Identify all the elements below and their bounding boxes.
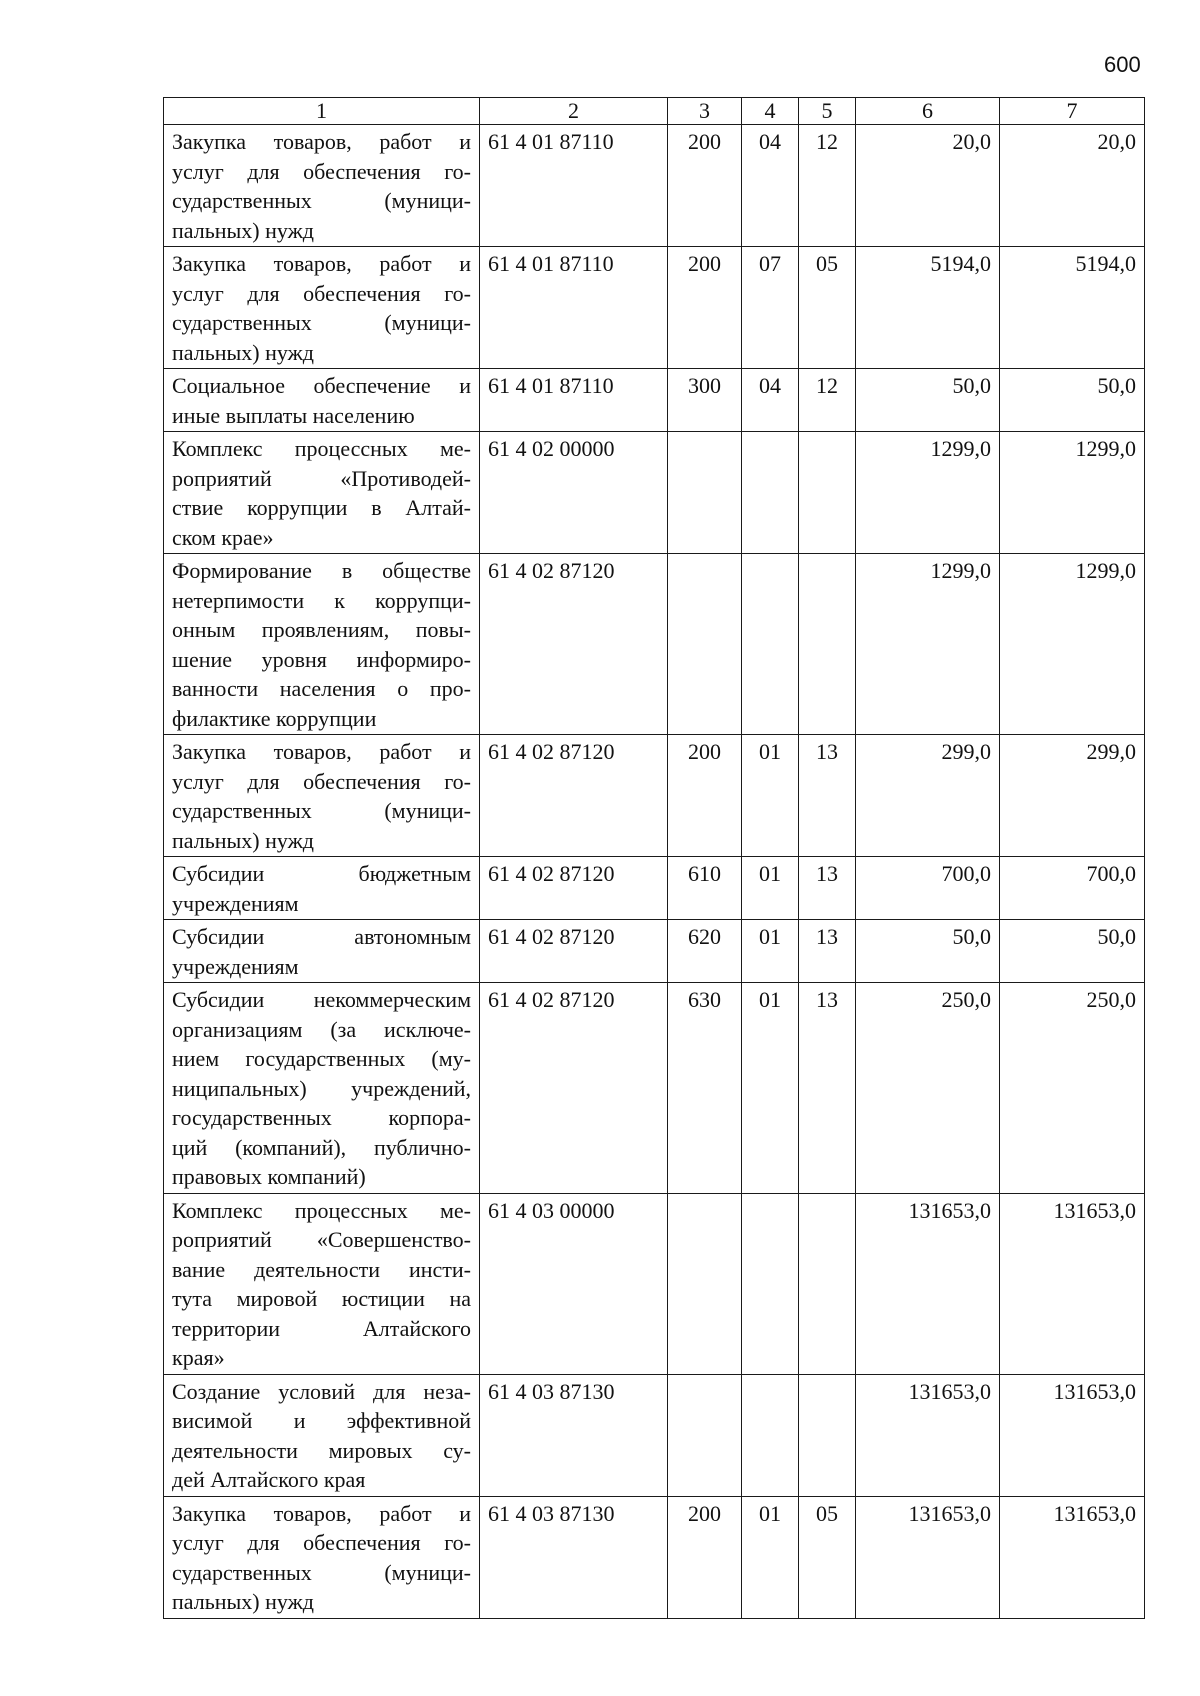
row-name	[164, 432, 480, 554]
amount-col-6: 250,0	[856, 983, 1000, 1194]
row-name-line: Создание условий для неза-	[172, 1378, 471, 1404]
row-name	[164, 554, 480, 735]
section: 01	[742, 735, 799, 857]
target-code: 61 4 02 87120	[480, 983, 668, 1194]
row-name-line: сударственных (муници-	[172, 1559, 471, 1585]
row-name-line: тута мировой юстиции на	[172, 1286, 471, 1311]
expense-type: 200	[668, 735, 742, 857]
row-name	[164, 1193, 480, 1374]
section: 04	[742, 125, 799, 247]
target-code: 61 4 03 00000	[480, 1193, 668, 1374]
amount-col-6: 1299,0	[856, 432, 1000, 554]
amount-col-7: 299,0	[1000, 735, 1145, 857]
row-name-line: роприятий «Совершенство-	[172, 1227, 471, 1252]
row-name-line: Комплекс процессных ме-	[172, 1197, 471, 1223]
row-name	[164, 857, 480, 920]
expense-type: 200	[668, 1496, 742, 1618]
budget-table	[163, 97, 1145, 1619]
amount-col-7: 50,0	[1000, 920, 1145, 983]
section	[742, 1374, 799, 1496]
row-name-line: правовых компаний)	[172, 1164, 366, 1189]
row-name-line: ском крае»	[172, 524, 274, 550]
table-header-row	[164, 98, 1145, 125]
row-name-line: пальных) нужд	[172, 339, 315, 365]
target-code: 61 4 02 87120	[480, 920, 668, 983]
section	[742, 1193, 799, 1374]
expense-type	[668, 554, 742, 735]
section: 07	[742, 247, 799, 369]
target-code: 61 4 02 87120	[480, 857, 668, 920]
row-name-line: услуг для обеспечения го-	[172, 768, 471, 794]
row-name	[164, 247, 480, 369]
subsection	[799, 1193, 856, 1374]
amount-col-6: 20,0	[856, 125, 1000, 247]
target-code: 61 4 02 87120	[480, 735, 668, 857]
table-row	[164, 247, 1145, 369]
amount-col-7: 131653,0	[1000, 1374, 1145, 1496]
amount-col-6: 1299,0	[856, 554, 1000, 735]
row-name-line: иные выплаты населению	[172, 402, 415, 428]
target-code: 61 4 02 00000	[480, 432, 668, 554]
amount-col-6: 700,0	[856, 857, 1000, 920]
subsection	[799, 554, 856, 735]
row-name-line: Субсидии бюджетным	[172, 861, 471, 886]
row-name-line: Закупка товаров, работ и	[172, 251, 471, 276]
row-name-line: шение уровня информиро-	[172, 646, 471, 672]
amount-col-7: 700,0	[1000, 857, 1145, 920]
section: 01	[742, 983, 799, 1194]
column-header: 4	[742, 98, 799, 125]
subsection: 13	[799, 920, 856, 983]
amount-col-6: 5194,0	[856, 247, 1000, 369]
table-row	[164, 920, 1145, 983]
row-name-line: учреждениям	[172, 953, 299, 979]
expense-type: 620	[668, 920, 742, 983]
row-name-line: услуг для обеспечения го-	[172, 1530, 471, 1555]
table-row	[164, 369, 1145, 432]
expense-type	[668, 1374, 742, 1496]
subsection	[799, 432, 856, 554]
amount-col-6: 131653,0	[856, 1496, 1000, 1618]
row-name-line: организациям (за исключе-	[172, 1016, 471, 1042]
row-name-line: ванности населения о про-	[172, 676, 471, 701]
row-name-line: вание деятельности инсти-	[172, 1256, 471, 1282]
table-row	[164, 857, 1145, 920]
expense-type	[668, 432, 742, 554]
amount-col-6: 131653,0	[856, 1193, 1000, 1374]
subsection: 12	[799, 125, 856, 247]
row-name	[164, 125, 480, 247]
column-header: 6	[856, 98, 1000, 125]
target-code: 61 4 02 87120	[480, 554, 668, 735]
section	[742, 554, 799, 735]
row-name-line: пальных) нужд	[172, 827, 315, 853]
amount-col-6: 131653,0	[856, 1374, 1000, 1496]
amount-col-6: 50,0	[856, 920, 1000, 983]
table-body	[164, 125, 1145, 1619]
table-row	[164, 1496, 1145, 1618]
table-row	[164, 432, 1145, 554]
column-header: 1	[164, 98, 480, 125]
expense-type: 200	[668, 247, 742, 369]
target-code: 61 4 01 87110	[480, 247, 668, 369]
row-name-line: ций (компаний), публично-	[172, 1134, 471, 1160]
row-name-line: нетерпимости к коррупци-	[172, 587, 471, 613]
row-name	[164, 1374, 480, 1496]
subsection: 13	[799, 857, 856, 920]
amount-col-7: 131653,0	[1000, 1496, 1145, 1618]
row-name-line: роприятий «Противодей-	[172, 465, 471, 491]
row-name-line: онным проявлениям, повы-	[172, 617, 471, 642]
table-row	[164, 125, 1145, 247]
row-name-line: Формирование в обществе	[172, 558, 471, 583]
row-name-line: Закупка товаров, работ и	[172, 1500, 471, 1526]
column-header: 3	[668, 98, 742, 125]
row-name-line: нием государственных (му-	[172, 1046, 471, 1071]
row-name-line: государственных корпора-	[172, 1105, 471, 1130]
row-name-line: сударственных (муници-	[172, 798, 471, 823]
amount-col-6: 299,0	[856, 735, 1000, 857]
row-name-line: Комплекс процессных ме-	[172, 436, 471, 461]
row-name-line: Субсидии некоммерческим	[172, 987, 471, 1012]
row-name-line: ствие коррупции в Алтай-	[172, 495, 471, 520]
column-header: 7	[1000, 98, 1145, 125]
amount-col-6: 50,0	[856, 369, 1000, 432]
section: 01	[742, 920, 799, 983]
page-number: 600	[1104, 52, 1141, 77]
row-name-line: учреждениям	[172, 890, 299, 916]
row-name-line: сударственных (муници-	[172, 310, 471, 335]
target-code: 61 4 01 87110	[480, 369, 668, 432]
row-name	[164, 1496, 480, 1618]
section: 01	[742, 1496, 799, 1618]
target-code: 61 4 03 87130	[480, 1374, 668, 1496]
expense-type	[668, 1193, 742, 1374]
row-name-line: филактике коррупции	[172, 705, 377, 731]
row-name	[164, 369, 480, 432]
amount-col-7: 250,0	[1000, 983, 1145, 1194]
row-name-line: Субсидии автономным	[172, 924, 471, 949]
row-name-line: ниципальных) учреждений,	[172, 1075, 471, 1101]
row-name-line: висимой и эффективной	[172, 1408, 471, 1433]
section	[742, 432, 799, 554]
subsection: 05	[799, 1496, 856, 1618]
table-row	[164, 1374, 1145, 1496]
expense-type: 610	[668, 857, 742, 920]
subsection: 12	[799, 369, 856, 432]
row-name-line: Социальное обеспечение и	[172, 373, 471, 398]
amount-col-7: 50,0	[1000, 369, 1145, 432]
table-row	[164, 1193, 1145, 1374]
section: 04	[742, 369, 799, 432]
row-name-line: услуг для обеспечения го-	[172, 280, 471, 306]
table-row	[164, 554, 1145, 735]
row-name-line: сударственных (муници-	[172, 188, 471, 213]
subsection: 05	[799, 247, 856, 369]
row-name	[164, 920, 480, 983]
row-name-line: Закупка товаров, работ и	[172, 129, 471, 154]
row-name-line: дей Алтайского края	[172, 1467, 366, 1492]
amount-col-7: 5194,0	[1000, 247, 1145, 369]
target-code: 61 4 01 87110	[480, 125, 668, 247]
column-header: 2	[480, 98, 668, 125]
row-name-line: Закупка товаров, работ и	[172, 739, 471, 764]
amount-col-7: 1299,0	[1000, 432, 1145, 554]
expense-type: 630	[668, 983, 742, 1194]
target-code: 61 4 03 87130	[480, 1496, 668, 1618]
amount-col-7: 20,0	[1000, 125, 1145, 247]
row-name-line: услуг для обеспечения го-	[172, 158, 471, 184]
expense-type: 200	[668, 125, 742, 247]
row-name-line: деятельности мировых су-	[172, 1437, 471, 1463]
table-row	[164, 735, 1145, 857]
row-name-line: края»	[172, 1345, 225, 1370]
subsection: 13	[799, 735, 856, 857]
row-name-line: территории Алтайского	[172, 1315, 471, 1341]
row-name-line: пальных) нужд	[172, 1589, 315, 1614]
amount-col-7: 131653,0	[1000, 1193, 1145, 1374]
row-name	[164, 983, 480, 1194]
row-name	[164, 735, 480, 857]
amount-col-7: 1299,0	[1000, 554, 1145, 735]
row-name-line: пальных) нужд	[172, 217, 315, 243]
subsection	[799, 1374, 856, 1496]
column-header: 5	[799, 98, 856, 125]
section: 01	[742, 857, 799, 920]
table-row	[164, 983, 1145, 1194]
subsection: 13	[799, 983, 856, 1194]
expense-type: 300	[668, 369, 742, 432]
